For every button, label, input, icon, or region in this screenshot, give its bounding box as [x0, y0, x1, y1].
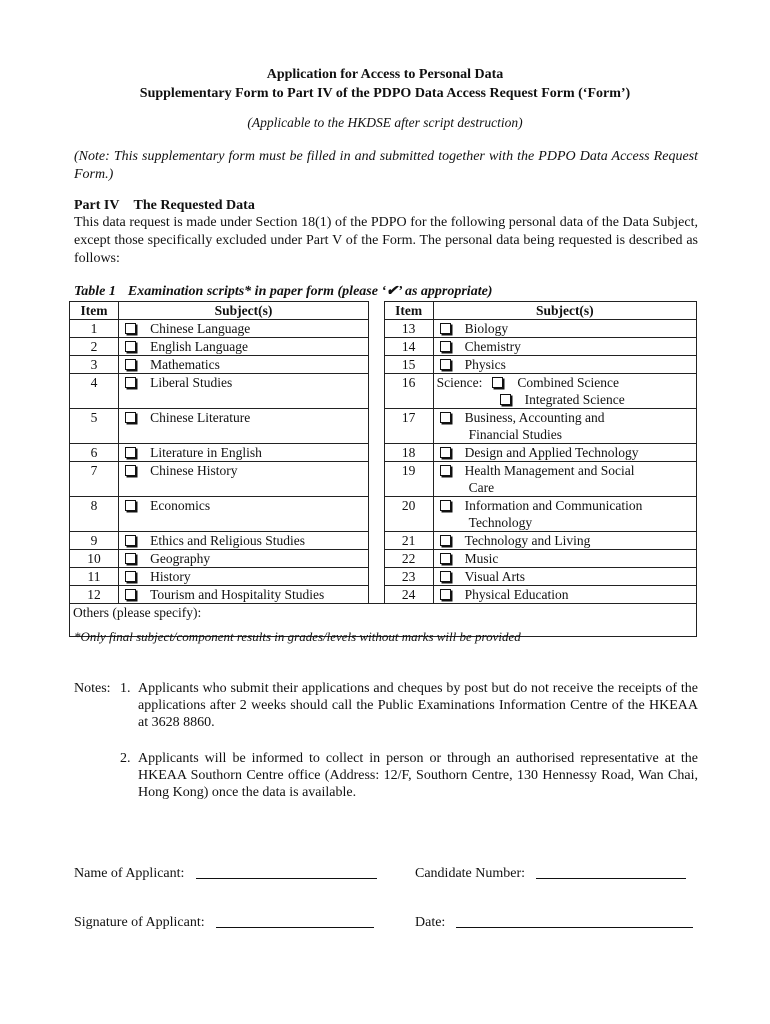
subject-label: Integrated Science — [524, 392, 625, 407]
subject-label: Health Management and Social — [464, 463, 635, 478]
subject-label-continued: Care — [468, 480, 495, 495]
column-divider — [368, 532, 384, 550]
subject-label-continued: Technology — [468, 515, 533, 530]
item-number: 8 — [70, 497, 119, 532]
column-divider — [368, 568, 384, 586]
subject-label: Chemistry — [464, 339, 521, 354]
subject-cell — [433, 586, 696, 604]
table-row — [70, 444, 697, 462]
others-label: Others (please specify): — [73, 605, 202, 620]
item-number: 3 — [70, 356, 119, 374]
item-number: 5 — [70, 409, 119, 444]
column-divider — [368, 462, 384, 497]
table-caption-text: Examination scripts* in paper form (please ‘✔’ as appropriate) — [127, 284, 493, 299]
item-number: 13 — [384, 320, 433, 338]
item-number: 20 — [384, 497, 433, 532]
checkbox[interactable] — [440, 323, 451, 334]
column-header-item: Item — [384, 302, 433, 320]
form-title: Application for Access to Personal Data — [266, 67, 504, 82]
subject-label: English Language — [150, 339, 248, 354]
subject-label: Combined Science — [517, 375, 619, 390]
item-number: 6 — [70, 444, 119, 462]
applicant-name-field — [74, 864, 377, 882]
part-heading — [74, 198, 255, 214]
candidate-number-field — [415, 864, 686, 882]
subject-cell — [119, 356, 369, 374]
item-number: 10 — [70, 550, 119, 568]
examination-scripts-table — [69, 301, 697, 637]
note-item — [74, 750, 698, 801]
date-field — [415, 913, 693, 931]
item-number: 11 — [70, 568, 119, 586]
checkbox[interactable] — [125, 359, 136, 370]
checkbox[interactable] — [440, 447, 451, 458]
subject-label: Technology and Living — [464, 533, 591, 548]
item-number: 2 — [70, 338, 119, 356]
date-label: Date: — [415, 915, 446, 930]
subject-cell — [433, 374, 696, 409]
subject-cell — [433, 550, 696, 568]
subject-cell — [119, 320, 369, 338]
subject-label: Information and Communication — [464, 498, 643, 513]
subject-label: Liberal Studies — [150, 375, 233, 390]
checkbox[interactable] — [125, 323, 136, 334]
table-row — [70, 409, 697, 444]
checkbox[interactable] — [125, 589, 136, 600]
checkbox[interactable] — [440, 571, 451, 582]
notes-label: Notes: — [74, 681, 111, 696]
table-header-row — [70, 302, 697, 320]
part-description: This data request is made under Section 18(1) of the PDPO for the following personal data of the Data Subject, except those specifically excluded under Part V of the Form. The personal data being requested is described as follows: — [74, 215, 698, 266]
subject-label: Chinese Literature — [150, 410, 251, 425]
subject-cell — [433, 320, 696, 338]
subject-cell — [433, 462, 696, 497]
notes-section — [74, 680, 698, 801]
item-number: 4 — [70, 374, 119, 409]
column-divider — [368, 409, 384, 444]
subject-label: Music — [464, 551, 499, 566]
checkbox[interactable] — [125, 341, 136, 352]
submission-note: (Note: This supplementary form must be filled in and submitted together with the PDPO Data Access Request Form.) — [74, 149, 698, 182]
subject-cell — [433, 356, 696, 374]
item-number: 18 — [384, 444, 433, 462]
applicability-note: (Applicable to the HKDSE after script destruction) — [247, 115, 523, 130]
candidate-number-label: Candidate Number: — [415, 866, 526, 881]
table-row — [70, 532, 697, 550]
subject-cell — [119, 462, 369, 497]
subject-cell — [119, 497, 369, 532]
checkbox[interactable] — [125, 553, 136, 564]
subject-label: Business, Accounting and — [464, 410, 605, 425]
table-label: Table 1 — [74, 284, 116, 299]
checkbox[interactable] — [125, 571, 136, 582]
subject-cell — [119, 586, 369, 604]
checkbox[interactable] — [440, 465, 451, 476]
checkbox[interactable] — [125, 465, 136, 476]
subject-label: Visual Arts — [464, 569, 525, 584]
item-number: 24 — [384, 586, 433, 604]
subject-label: Design and Applied Technology — [464, 445, 639, 460]
column-divider — [368, 497, 384, 532]
item-number: 12 — [70, 586, 119, 604]
subject-cell — [119, 568, 369, 586]
candidate-number-line[interactable] — [536, 864, 686, 879]
subject-cell — [119, 550, 369, 568]
table-row — [70, 497, 697, 532]
checkbox[interactable] — [440, 553, 451, 564]
item-number: 1 — [70, 320, 119, 338]
date-line[interactable] — [456, 913, 693, 928]
column-divider — [368, 320, 384, 338]
column-header-item: Item — [70, 302, 119, 320]
table-row — [70, 550, 697, 568]
column-divider — [368, 302, 384, 320]
part-label: Part IV — [74, 198, 120, 213]
checkbox[interactable] — [500, 394, 511, 405]
signature-label: Signature of Applicant: — [74, 915, 205, 930]
subject-label: Chinese History — [150, 463, 238, 478]
subject-cell — [433, 338, 696, 356]
subject-label: Mathematics — [150, 357, 220, 372]
subject-label: Physics — [464, 357, 506, 372]
item-number: 9 — [70, 532, 119, 550]
item-number: 21 — [384, 532, 433, 550]
column-divider — [368, 374, 384, 409]
subject-cell — [119, 374, 369, 409]
subject-cell — [433, 444, 696, 462]
checkbox[interactable] — [492, 377, 503, 388]
subject-cell — [119, 338, 369, 356]
table-row — [70, 586, 697, 604]
table-row — [70, 338, 697, 356]
item-number: 14 — [384, 338, 433, 356]
subject-label: History — [150, 569, 191, 584]
column-header-subject: Subject(s) — [433, 302, 696, 320]
signature-field — [74, 913, 374, 931]
subject-label: Ethics and Religious Studies — [150, 533, 305, 548]
column-header-subject: Subject(s) — [119, 302, 369, 320]
column-divider — [368, 586, 384, 604]
subject-label: Tourism and Hospitality Studies — [150, 587, 325, 602]
item-number: 15 — [384, 356, 433, 374]
subject-cell — [433, 532, 696, 550]
note-text: Applicants who submit their applications and cheques by post but do not receive the receipts of the applications after 2 weeks should call the Public Examinations Information Centre of the HKEAA at 3628 8860. — [138, 681, 698, 730]
subject-prefix: Science: — [436, 375, 483, 390]
table-row — [70, 356, 697, 374]
table-footnote: *Only final subject/component results in grades/levels without marks will be provided — [74, 629, 521, 644]
checkbox[interactable] — [440, 359, 451, 370]
column-divider — [368, 444, 384, 462]
item-number: 7 — [70, 462, 119, 497]
note-number: 2. — [120, 751, 131, 766]
item-number: 16 — [384, 374, 433, 409]
part-title: The Requested Data — [133, 198, 255, 213]
subject-label: Physical Education — [464, 587, 569, 602]
checkbox[interactable] — [440, 412, 451, 423]
signature-line[interactable] — [216, 913, 374, 928]
item-number: 17 — [384, 409, 433, 444]
note-text: Applicants will be informed to collect in person or through an authorised representative at the HKEAA Southorn Centre office (Address: 12/F, Southorn Centre, 130 Hennessy Road, Wan Chai, Hong Kong) once the data is available. — [138, 751, 698, 800]
checkbox[interactable] — [440, 535, 451, 546]
applicant-name-line[interactable] — [196, 864, 377, 879]
subject-label-continued: Financial Studies — [468, 427, 563, 442]
column-divider — [368, 550, 384, 568]
checkbox[interactable] — [125, 377, 136, 388]
subject-label: Chinese Language — [150, 321, 251, 336]
subject-cell — [433, 497, 696, 532]
table-row — [70, 374, 697, 409]
item-number: 22 — [384, 550, 433, 568]
column-divider — [368, 356, 384, 374]
item-number: 19 — [384, 462, 433, 497]
checkbox[interactable] — [125, 535, 136, 546]
checkbox[interactable] — [440, 500, 451, 511]
checkbox[interactable] — [440, 589, 451, 600]
form-subtitle: Supplementary Form to Part IV of the PDPO Data Access Request Form (‘Form’) — [139, 86, 631, 101]
item-number: 23 — [384, 568, 433, 586]
checkbox[interactable] — [125, 412, 136, 423]
column-divider — [368, 338, 384, 356]
checkbox[interactable] — [125, 500, 136, 511]
table-row — [70, 462, 697, 497]
subject-cell — [119, 409, 369, 444]
subject-label: Literature in English — [150, 445, 262, 460]
subject-cell — [119, 444, 369, 462]
subject-label: Biology — [464, 321, 509, 336]
subject-cell — [433, 409, 696, 444]
subject-label: Geography — [150, 551, 211, 566]
table-row — [70, 568, 697, 586]
note-number: 1. — [120, 681, 131, 696]
applicant-name-label: Name of Applicant: — [74, 866, 185, 881]
table-row — [70, 320, 697, 338]
checkbox[interactable] — [125, 447, 136, 458]
checkbox[interactable] — [440, 341, 451, 352]
subject-cell — [433, 568, 696, 586]
subject-label: Economics — [150, 498, 211, 513]
table-caption — [74, 283, 492, 300]
subject-cell — [119, 532, 369, 550]
note-item — [74, 680, 698, 731]
